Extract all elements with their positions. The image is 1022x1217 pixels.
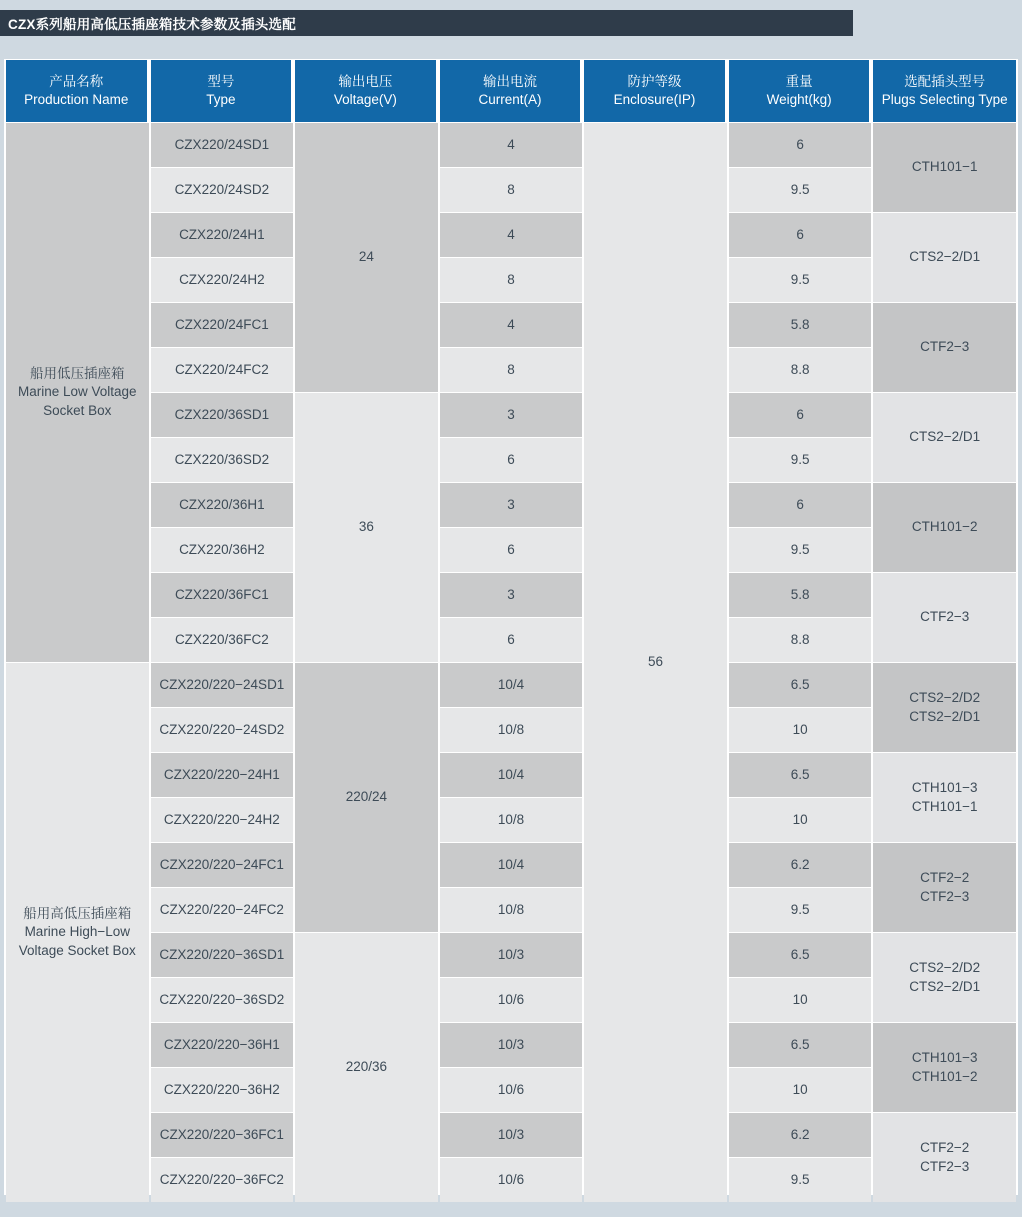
plug-type-line: CTS2−2/D1 [909,708,981,724]
table-row [6,348,1016,392]
current-cell: 10/8 [440,798,583,842]
column-header-cn: 型号 [207,73,235,89]
weight-cell: 6.5 [729,1023,872,1067]
table-body [6,123,1016,1202]
current-cell: 6 [440,528,583,572]
current-cell: 8 [440,258,583,302]
column-header-voltage [295,60,438,122]
table-row [6,1068,1016,1112]
current-cell: 6 [440,438,583,482]
type-cell: CZX220/220−24H2 [151,798,294,842]
plug-type-line: CTH101−1 [911,159,978,175]
column-header-en: Type [206,92,236,107]
weight-cell: 6.2 [729,843,872,887]
weight-cell: 5.8 [729,303,872,347]
table-row [6,573,1016,617]
enclosure-ip-cell: 56 [584,123,727,1202]
product-name-line: Voltage Socket Box [18,942,136,958]
type-cell: CZX220/36H1 [151,483,294,527]
type-cell: CZX220/220−24FC2 [151,888,294,932]
weight-cell: 6 [729,483,872,527]
table-row [6,1023,1016,1067]
plug-type-text [873,959,1016,995]
page-gap-strip [0,36,1022,59]
plug-type-cell [873,123,1016,212]
table-row [6,258,1016,302]
plug-type-text [873,518,1016,536]
table-row [6,123,1016,167]
product-name-cell [6,123,149,662]
type-cell: CZX220/220−24SD1 [151,663,294,707]
product-name-text [6,365,149,420]
current-cell: 3 [440,573,583,617]
plug-type-line: CTH101−1 [911,798,978,814]
plug-type-line: CTF2−2 [920,1140,970,1156]
plug-type-cell [873,393,1016,482]
plug-type-cell [873,573,1016,662]
type-cell: CZX220/24FC2 [151,348,294,392]
type-cell: CZX220/220−36FC1 [151,1113,294,1157]
plug-type-cell [873,483,1016,572]
type-cell: CZX220/24SD2 [151,168,294,212]
column-header-cn: 产品名称 [49,73,104,89]
type-cell: CZX220/36H2 [151,528,294,572]
weight-cell: 6 [729,393,872,437]
column-header-cn: 输出电压 [338,73,393,89]
plug-type-cell [873,663,1016,752]
weight-cell: 8.8 [729,618,872,662]
weight-cell: 10 [729,708,872,752]
plug-type-text [873,158,1016,176]
column-header-plugs [873,60,1016,122]
column-header-cn: 防护等级 [627,73,682,89]
current-cell: 6 [440,618,583,662]
current-cell: 8 [440,348,583,392]
table-row [6,1158,1016,1202]
plug-type-text [873,248,1016,266]
plug-type-cell [873,933,1016,1022]
table-row [6,213,1016,257]
current-cell: 10/3 [440,933,583,977]
table-row [6,528,1016,572]
weight-cell: 10 [729,978,872,1022]
weight-cell: 6.2 [729,1113,872,1157]
voltage-cell: 220/36 [295,933,438,1202]
plug-type-line: CTF2−3 [920,1158,970,1174]
plug-type-line: CTH101−3 [911,1050,978,1066]
plug-type-cell [873,1113,1016,1202]
column-header-en: Weight(kg) [766,92,832,107]
table-header [6,60,1016,122]
plug-type-cell [873,843,1016,932]
type-cell: CZX220/24H2 [151,258,294,302]
column-header-weight [729,60,872,122]
current-cell: 10/3 [440,1113,583,1157]
type-cell: CZX220/220−36SD2 [151,978,294,1022]
current-cell: 10/4 [440,663,583,707]
product-name-line: Marine High−Low [24,924,130,940]
plug-type-line: CTS2−2/D2 [909,690,981,706]
product-name-line: 船用低压插座箱 [30,366,125,382]
table-row [6,483,1016,527]
current-cell: 3 [440,393,583,437]
voltage-cell: 24 [295,123,438,392]
table-row [6,753,1016,797]
type-cell: CZX220/24H1 [151,213,294,257]
product-name-text [6,905,149,960]
plug-type-line: CTS2−2/D1 [909,429,981,445]
type-cell: CZX220/220−36H1 [151,1023,294,1067]
weight-cell: 5.8 [729,573,872,617]
table-row [6,438,1016,482]
weight-cell: 6.5 [729,933,872,977]
plug-type-line: CTH101−3 [911,780,978,796]
type-cell: CZX220/220−24SD2 [151,708,294,752]
plug-type-line: CTF2−3 [920,609,970,625]
plug-type-text [873,608,1016,626]
column-header-en: Current(A) [478,92,542,107]
table-row [6,798,1016,842]
plug-type-line: CTF2−2 [920,870,970,886]
current-cell: 10/8 [440,708,583,752]
product-name-cell [6,663,149,1202]
column-header-en: Plugs Selecting Type [881,92,1008,107]
current-cell: 10/3 [440,1023,583,1067]
table-row [6,303,1016,347]
current-cell: 10/4 [440,753,583,797]
plug-type-text [873,338,1016,356]
plug-type-cell [873,753,1016,842]
weight-cell: 6 [729,213,872,257]
title-bar-right-fill [853,10,1022,36]
column-header-en: Production Name [24,92,129,107]
document-title-bar [0,10,853,36]
plug-type-text [873,869,1016,905]
table-row [6,393,1016,437]
type-cell: CZX220/36SD2 [151,438,294,482]
type-cell: CZX220/220−24H1 [151,753,294,797]
type-cell: CZX220/24FC1 [151,303,294,347]
page-top-margin [0,0,1022,10]
plug-type-text [873,779,1016,815]
spec-table-wrapper [4,59,1018,1203]
current-cell: 10/8 [440,888,583,932]
plug-type-line: CTF2−3 [920,888,970,904]
product-name-line: 船用高低压插座箱 [23,906,132,922]
weight-cell: 9.5 [729,528,872,572]
table-row [6,663,1016,707]
table-row [6,1113,1016,1157]
type-cell: CZX220/36FC2 [151,618,294,662]
column-header-production-name [6,60,149,122]
table-row [6,978,1016,1022]
column-header-cn: 输出电流 [482,73,537,89]
column-header-cn: 选配插头型号 [904,73,986,89]
table-header-row [6,60,1016,122]
page-right-margin [1018,0,1022,1217]
column-header-enclosure [584,60,727,122]
weight-cell: 9.5 [729,168,872,212]
current-cell: 4 [440,123,583,167]
type-cell: CZX220/220−36FC2 [151,1158,294,1202]
plug-type-cell [873,1023,1016,1112]
plug-type-text [873,689,1016,725]
weight-cell: 9.5 [729,888,872,932]
plug-type-line: CTS2−2/D2 [909,960,981,976]
column-header-type [151,60,294,122]
plug-type-line: CTH101−2 [911,1068,978,1084]
voltage-cell: 36 [295,393,438,662]
type-cell: CZX220/220−36SD1 [151,933,294,977]
current-cell: 4 [440,303,583,347]
current-cell: 8 [440,168,583,212]
current-cell: 10/4 [440,843,583,887]
current-cell: 10/6 [440,1068,583,1112]
weight-cell: 9.5 [729,258,872,302]
plug-type-text [873,1139,1016,1175]
plug-type-cell [873,303,1016,392]
weight-cell: 10 [729,1068,872,1112]
current-cell: 4 [440,213,583,257]
weight-cell: 6.5 [729,753,872,797]
column-header-current [440,60,583,122]
product-name-line: Socket Box [43,402,112,418]
table-row [6,168,1016,212]
table-row [6,933,1016,977]
plug-type-cell [873,213,1016,302]
column-header-en: Voltage(V) [333,92,397,107]
voltage-cell: 220/24 [295,663,438,932]
current-cell: 10/6 [440,978,583,1022]
weight-cell: 10 [729,798,872,842]
type-cell: CZX220/24SD1 [151,123,294,167]
type-cell: CZX220/36SD1 [151,393,294,437]
type-cell: CZX220/36FC1 [151,573,294,617]
plug-type-text [873,428,1016,446]
specification-table [4,59,1018,1203]
product-name-line: Marine Low Voltage [17,384,137,400]
table-row [6,618,1016,662]
plug-type-text [873,1049,1016,1085]
current-cell: 3 [440,483,583,527]
plug-type-line: CTF2−3 [920,339,970,355]
weight-cell: 9.5 [729,1158,872,1202]
weight-cell: 9.5 [729,438,872,482]
table-row [6,843,1016,887]
table-row [6,708,1016,752]
current-cell: 10/6 [440,1158,583,1202]
column-header-cn: 重量 [785,73,813,89]
plug-type-line: CTS2−2/D1 [909,978,981,994]
table-row [6,888,1016,932]
page-title: CZX系列船用高低压插座箱技术参数及插头选配 [8,17,296,32]
type-cell: CZX220/220−24FC1 [151,843,294,887]
plug-type-line: CTS2−2/D1 [909,249,981,265]
weight-cell: 6.5 [729,663,872,707]
weight-cell: 6 [729,123,872,167]
type-cell: CZX220/220−36H2 [151,1068,294,1112]
weight-cell: 8.8 [729,348,872,392]
plug-type-line: CTH101−2 [911,519,978,535]
column-header-en: Enclosure(IP) [613,92,696,107]
